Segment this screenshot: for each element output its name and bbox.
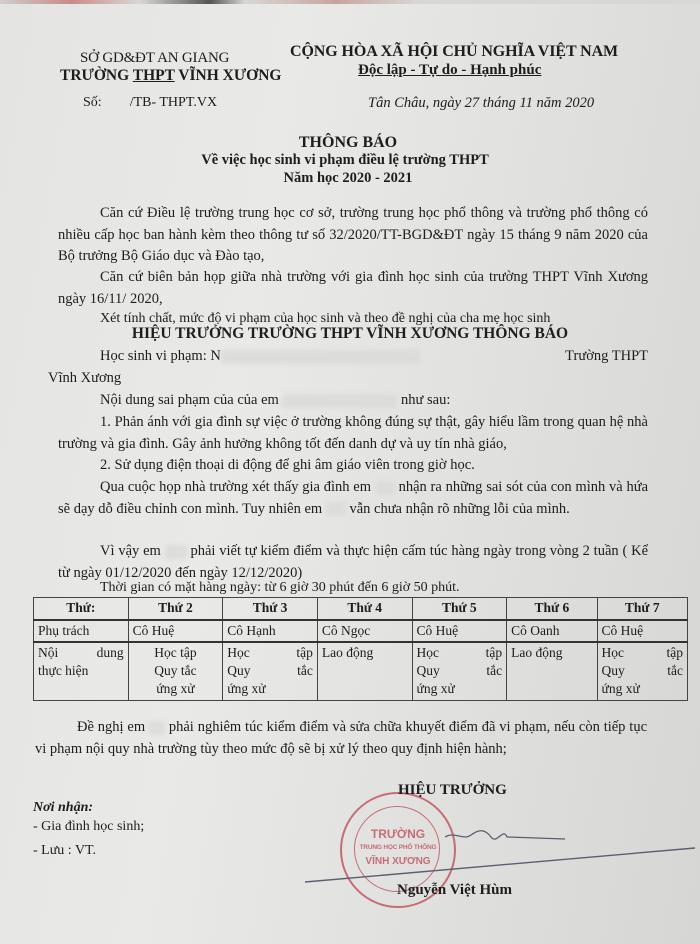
daily-time: Thời gian có mặt hàng ngày: từ 6 giờ 30 phút đến 6 giờ 50 phút. bbox=[100, 580, 460, 595]
school-name-suffix: VĨNH XƯƠNG bbox=[174, 67, 282, 84]
meeting-part-1: Qua cuộc họp nhà trường xét thấy gia đình em bbox=[100, 479, 371, 495]
violation-1: 1. Phản ánh với gia đình sự việc ở trường không đúng sự thật, gây hiểu lầm trong quan hệ nhà trường và gia đình. Gây ảnh hưởng không tốt đến danh dự và uy tín nhà giáo, bbox=[58, 414, 648, 452]
stamp-line-3: VĨNH XƯƠNG bbox=[365, 856, 431, 867]
cell-text: tắc bbox=[297, 663, 313, 678]
table-row-supervisor bbox=[34, 620, 688, 642]
cell-text: dung bbox=[96, 645, 124, 660]
cell-text: Quy bbox=[601, 663, 625, 678]
cell-text: tập bbox=[296, 645, 313, 660]
redacted-name bbox=[282, 394, 397, 408]
table-cell: Cô Hạnh bbox=[223, 620, 318, 642]
recipients-label: Nơi nhận: bbox=[33, 800, 94, 815]
signer-name: Nguyễn Việt Hùm bbox=[397, 882, 513, 898]
violation-intro bbox=[58, 390, 648, 412]
table-cell bbox=[597, 642, 687, 700]
stamp-line-1: TRƯỜNG bbox=[370, 827, 426, 841]
cell-text: Học bbox=[227, 645, 250, 660]
stamp-line-2: TRUNG HỌC PHỔ THÔNG bbox=[359, 844, 437, 851]
student-line bbox=[48, 346, 648, 389]
redacted-name bbox=[375, 481, 395, 495]
table-cell: Phụ trách bbox=[34, 620, 129, 642]
signer-title: HIỆU TRƯỞNG bbox=[398, 782, 507, 798]
legal-basis-2: Căn cứ biên bản họp giữa nhà trường với gia đình học sinh của trường THPT Vĩnh Xương ngày 16/11/ 2020, bbox=[58, 269, 648, 307]
table-cell: Cô Huệ bbox=[128, 620, 223, 642]
cell-text: Nội bbox=[38, 645, 59, 660]
cell-text: tập bbox=[666, 645, 683, 660]
cell-text: Học bbox=[601, 645, 625, 660]
table-cell bbox=[128, 642, 223, 700]
header-cell: Thứ 6 bbox=[507, 598, 597, 621]
table-cell bbox=[34, 642, 129, 700]
student-school-line2: Vĩnh Xương bbox=[48, 369, 122, 386]
document-title: THÔNG BÁO bbox=[298, 134, 398, 151]
table-row-activity bbox=[34, 642, 688, 700]
department-name: SỞ GD&ĐT AN GIANG bbox=[80, 50, 230, 66]
header-cell: Thứ 7 bbox=[597, 598, 687, 621]
penalty-part-1: Vì vậy em bbox=[100, 543, 161, 559]
closing-request bbox=[35, 717, 647, 760]
table-cell: Cô Huệ bbox=[597, 620, 687, 642]
cell-text: Học tập bbox=[154, 645, 197, 660]
student-school-prefix: Trường THPT bbox=[565, 348, 648, 364]
recipient-item: - Lưu : VT. bbox=[33, 843, 97, 858]
meeting-part-2: nhận ra những sai sót của con mình và hứa sẽ dạy dỗ điều chỉnh con mình. Tuy nhiên em bbox=[58, 479, 649, 517]
photo-top-edge bbox=[0, 0, 700, 4]
school-name-prefix: TRƯỜNG bbox=[60, 67, 133, 84]
place-date: Tân Châu, ngày 27 tháng 11 năm 2020 bbox=[368, 95, 595, 111]
penalty-part-2: phải viết tự kiểm điểm và thực hiện cấm túc hàng ngày trong vòng 2 tuần ( Kể từ ngày 01/12/2020 đến ngày 12/12/2020) bbox=[58, 543, 649, 581]
legal-basis-3: Xét tính chất, mức độ vi phạm của học sinh và theo đề nghị của cha mẹ học sinh bbox=[100, 311, 551, 326]
table-cell: Lao động bbox=[317, 642, 412, 700]
school-year: Năm học 2020 - 2021 bbox=[283, 170, 413, 186]
header-cell: Thứ 5 bbox=[412, 598, 507, 621]
document-subject: Về việc học sinh vi phạm điều lệ trường THPT bbox=[201, 152, 489, 168]
header-cell: Thứ 3 bbox=[223, 598, 318, 621]
table-cell bbox=[223, 642, 318, 700]
republic-heading: CỘNG HÒA XÃ HỘI CHỦ NGHĨA VIỆT NAM bbox=[290, 43, 619, 60]
header-cell: Thứ 2 bbox=[128, 598, 223, 621]
cell-text: Quy bbox=[416, 663, 440, 678]
meeting-paragraph bbox=[58, 477, 648, 520]
announcement-heading: HIỆU TRƯỞNG TRƯỜNG THPT VĨNH XƯƠNG THÔNG BÁO bbox=[131, 325, 569, 342]
redacted-name bbox=[165, 545, 187, 559]
header-cell: Thứ: bbox=[34, 598, 129, 621]
closing-part-2: phải nghiêm túc kiểm điểm và sửa chữa khuyết điểm đã vi phạm, nếu còn tiếp tục vi phạm nội quy nhà trường tùy theo mức độ sẽ bị xử lý theo quy định hiện hành; bbox=[35, 719, 648, 757]
document-number bbox=[83, 95, 217, 111]
redacted-name bbox=[149, 721, 165, 735]
violation-intro-suffix: như sau: bbox=[401, 392, 451, 408]
cell-text: ứng xử bbox=[416, 681, 455, 696]
national-motto: Độc lập - Tự do - Hạnh phúc bbox=[358, 62, 542, 78]
closing-part-1: Đề nghị em bbox=[77, 719, 146, 735]
cell-text: Học bbox=[416, 645, 439, 660]
document-number-value: /TB- THPT.VX bbox=[129, 95, 218, 110]
cell-text: ứng xử bbox=[156, 681, 195, 696]
cell-text: thực hiện bbox=[38, 663, 89, 678]
cell-text: Quy bbox=[227, 663, 251, 678]
meeting-part-3: vẫn chưa nhận rõ những lỗi của mình. bbox=[349, 500, 570, 517]
redacted-name bbox=[326, 502, 346, 516]
table-cell: Cô Oanh bbox=[507, 620, 597, 642]
detention-schedule-table bbox=[33, 597, 688, 701]
table-cell: Cô Huệ bbox=[412, 620, 507, 642]
table-cell: Lao động bbox=[507, 642, 597, 700]
header-cell: Thứ 4 bbox=[317, 598, 412, 621]
school-name-underlined: THPT bbox=[132, 67, 175, 84]
cell-text: ứng xử bbox=[601, 681, 640, 696]
cell-text: tắc bbox=[486, 663, 503, 678]
table-cell bbox=[412, 642, 507, 700]
cell-text: tập bbox=[485, 645, 503, 660]
redacted-student-name bbox=[221, 350, 421, 364]
document-number-label: Số: bbox=[83, 95, 102, 110]
table-header-row bbox=[34, 598, 688, 621]
recipient-item: - Gia đình học sinh; bbox=[33, 819, 145, 834]
school-name bbox=[60, 67, 282, 85]
violation-intro-prefix: Nội dung sai phạm của của em bbox=[100, 392, 279, 408]
table-cell: Cô Ngọc bbox=[317, 620, 412, 642]
cell-text: tắc bbox=[667, 663, 683, 678]
legal-basis-1: Căn cứ Điều lệ trường trung học cơ sở, trường trung học phổ thông và trường phổ thông có nhiều cấp học ban hành kèm theo thông tư số 32/2020/TT-BGD&ĐT ngày 15 tháng 9 năm 2020 của Bộ trưởng Bộ Giáo dục và Đào tạo, bbox=[58, 205, 648, 264]
cell-text: ứng xử bbox=[227, 681, 266, 696]
student-label: Học sinh vi phạm: N bbox=[100, 348, 221, 364]
cell-text: Quy tắc bbox=[154, 663, 197, 678]
signature-stroke bbox=[300, 838, 700, 888]
violation-2: 2. Sử dụng điện thoại di động để ghi âm giáo viên trong giờ học. bbox=[100, 457, 475, 473]
